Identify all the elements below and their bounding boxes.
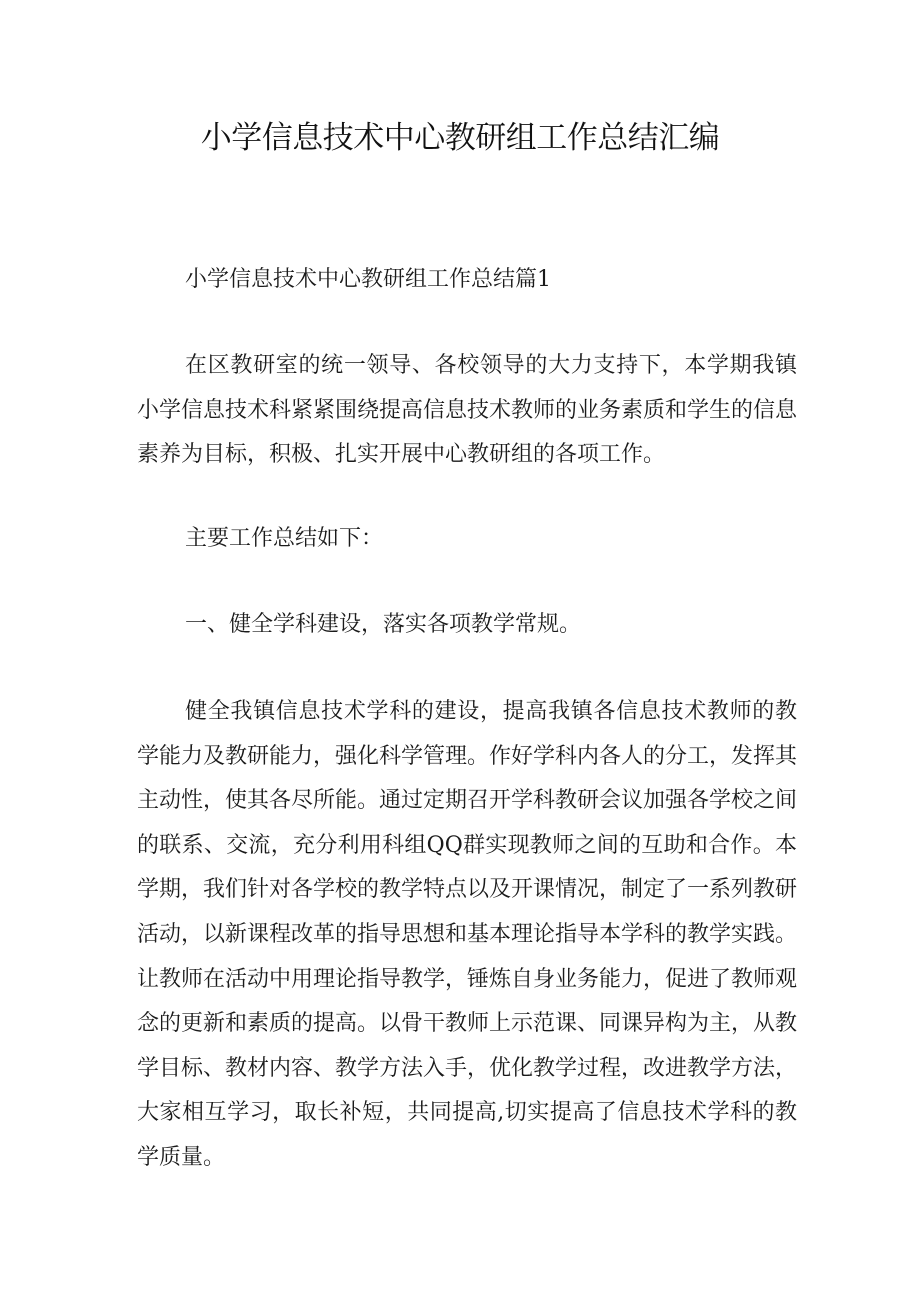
summary-lead-paragraph: 主要工作总结如下： <box>185 526 384 551</box>
document-title: 小学信息技术中心教研组工作总结汇编 <box>200 120 720 156</box>
intro-paragraph: 在区教研室的统一领导、各校领导的大力支持下，本学期我镇小学信息技术科紧紧围绕提高信息技术教师的业务素质和学生的信息素养为目标，积极、扎实开展中心教研组的各项工作。 <box>137 353 798 468</box>
main-paragraph: 健全我镇信息技术学科的建设，提高我镇各信息技术教师的教学能力及教研能力，强化科学管理。作好学科内各人的分工，发挥其主动性，使其各尽所能。通过定期召开学科教研会议加强各学校之间的联系、交流，充分利用科组QQ群实现教师之间的互助和合作。本学期，我们针对各学校的教学特点以及开课情况，制定了一系列教研活动，以新课程改革的指导思想和基本理论指导本学科的教学实践。让教师在活动中用理论指导教学，锤炼自身业务能力，促进了教师观念的更新和素质的提高。以骨干教师上示范课、同课异构为主，从教学目标、教材内容、教学方法入手，优化教学过程，改进教学方法，大家相互学习，取长补短，共同提高,切实提高了信息技术学科的教学质量。 <box>137 699 798 1170</box>
subheading-one: 一、健全学科建设，落实各项教学常规。 <box>185 612 582 637</box>
section-heading: 小学信息技术中心教研组工作总结篇1 <box>185 267 551 292</box>
